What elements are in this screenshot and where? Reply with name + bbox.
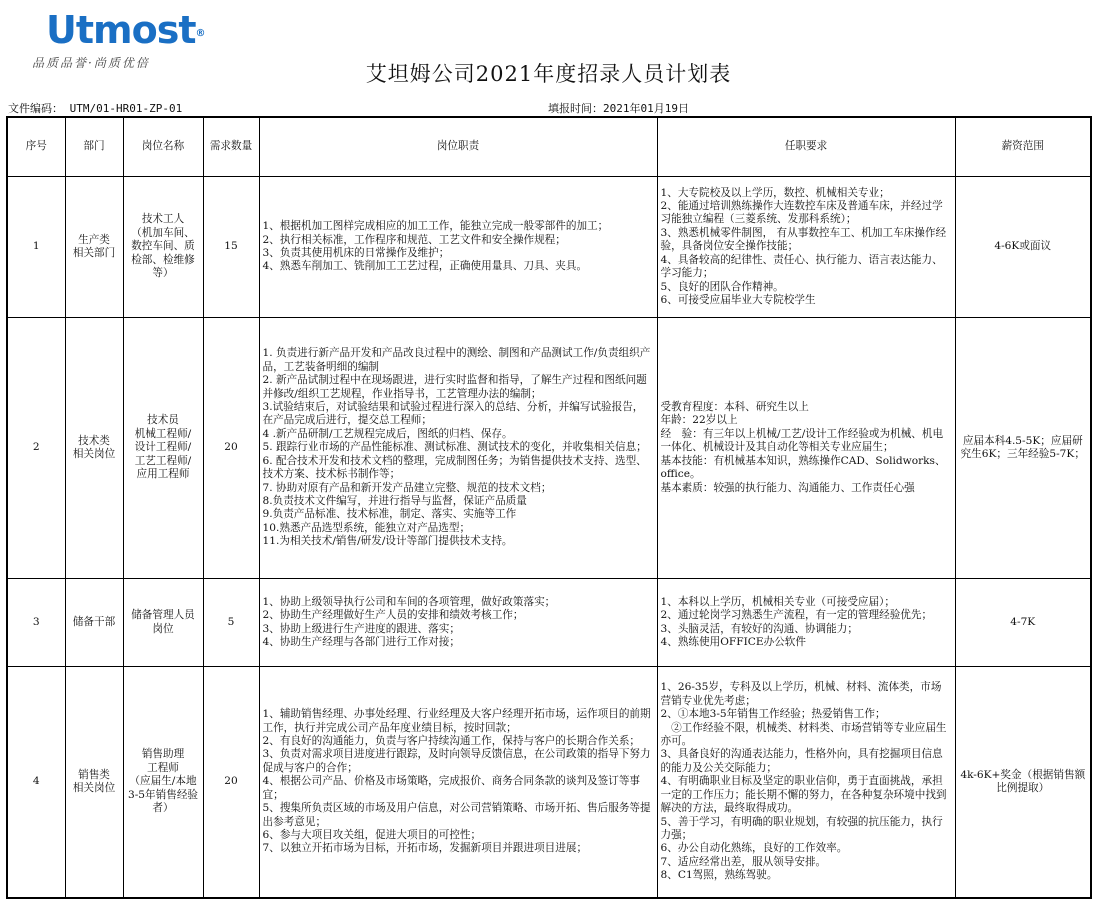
cell-position: 销售助理 工程师 （应届生/本地3-5年销售经验者）: [123, 667, 203, 899]
recruitment-plan-table: [6, 116, 1092, 899]
file-code: 文件编码： UTM/01-HR01-ZP-01: [8, 102, 183, 115]
cell-no: 2: [7, 318, 65, 579]
cell-department: 生产类 相关部门: [65, 177, 123, 318]
table-row: [7, 318, 1091, 579]
registered-mark: ®: [195, 28, 205, 39]
cell-no: 3: [7, 579, 65, 667]
cell-requirements: 1、26-35岁，专科及以上学历，机械、材料、流体类，市场营销专业优先考虑； 2、①本地3-5年销售工作经验；热爱销售工作； ②工作经验不限，机械类、材料类、市场营销等专业应届生亦可。 3、具备良好的沟通表达能力，性格外向，具有挖掘项目信息的能力及公关交际能力； 4、有明确职业目标及坚定的职业信仰，勇于直面挑战，承担一定的工作压力；能长期不懈的努力，在各种复杂环境中找到解决的方法，最终取得成功。 5、善于学习，有明确的职业规划，有较强的抗压能力，执行力强； 6、办公自动化熟练，良好的工作效率。 7、适应经常出差，服从领导安排。 8、C1驾照，熟练驾驶。: [657, 667, 955, 899]
cell-requirements: 1、本科以上学历，机械相关专业（可接受应届）； 2、通过轮岗学习熟悉生产流程，有一定的管理经验优先； 3、头脑灵活，有较好的沟通、协调能力； 4、熟练使用OFFICE办公软件: [657, 579, 955, 667]
document-meta: [6, 98, 1090, 116]
table-row: [7, 667, 1091, 899]
cell-department: 储备干部: [65, 579, 123, 667]
header-count: 需求数量: [203, 117, 259, 177]
header-requirements: 任职要求: [657, 117, 955, 177]
header-position: 岗位名称: [123, 117, 203, 177]
cell-count: 20: [203, 667, 259, 899]
header-salary: 薪资范围: [955, 117, 1091, 177]
logo-slogan: 品质品誉·尚质优倍: [32, 56, 150, 70]
cell-duties: 1、协助上级领导执行公司和车间的各项管理，做好政策落实； 2、协助生产经理做好生产人员的安排和绩效考核工作； 3、协助上级进行生产进度的跟进、落实； 4、协助生产经理与各部门进行工作对接；: [259, 579, 657, 667]
cell-count: 5: [203, 579, 259, 667]
cell-salary: 4k-6K+奖金（根据销售额比例提取）: [955, 667, 1091, 899]
cell-no: 4: [7, 667, 65, 899]
cell-position: 技术员 机械工程师/ 设计工程师/ 工艺工程师/ 应用工程师: [123, 318, 203, 579]
page-title: 艾坦姆公司2021年度招录人员计划表: [365, 62, 732, 86]
cell-salary: 4-7K: [955, 579, 1091, 667]
cell-salary: 应届本科4.5-5K；应届研究生6K；三年经验5-7K；: [955, 318, 1091, 579]
cell-duties: 1、根据机加工图样完成相应的加工工作，能独立完成一般零部件的加工； 2、执行相关标准，工作程序和规范、工艺文件和安全操作规程； 3、负责其使用机床的日常操作及维护； 4、熟悉车削加工、铣削加工工艺过程，正确使用量具、刀具、夹具。: [259, 177, 657, 318]
cell-requirements: 受教育程度：本科、研究生以上 年龄：22岁以上 经 验：有三年以上机械/工艺/设计工作经验或为机械、机电一体化、机械设计及其自动化等相关专业应届生； 基本技能：有机械基本知识，熟练操作CAD、Solidworks、office。 基本素质：较强的执行能力、沟通能力、工作责任心强: [657, 318, 955, 579]
cell-duties: 1、辅助销售经理、办事处经理、行业经理及大客户经理开拓市场，运作项目的前期工作，执行并完成公司产品年度业绩目标，按时回款； 2、有良好的沟通能力，负责与客户持续沟通工作，保持与客户的长期合作关系； 3、负责对需求项目进度进行跟踪，及时向领导反馈信息，在公司政策的指导下努力促成与客户的合作； 4、根据公司产品、价格及市场策略，完成报价、商务合同条款的谈判及签订等事宜； 5、搜集所负责区域的市场及用户信息，对公司营销策略、市场开拓、售后服务等提出参考意见； 6、参与大项目攻关组，促进大项目的可控性； 7、以独立开拓市场为目标，开拓市场，发掘新项目并跟进项目进展；: [259, 667, 657, 899]
logo-wordmark: Utmost®: [46, 8, 205, 52]
table-row: [7, 177, 1091, 318]
cell-position: 储备管理人员岗位: [123, 579, 203, 667]
fill-date: 填报时间：2021年01月19日: [548, 102, 689, 115]
cell-department: 技术类 相关岗位: [65, 318, 123, 579]
table-header-row: [7, 117, 1091, 177]
cell-department: 销售类 相关岗位: [65, 667, 123, 899]
cell-requirements: 1、大专院校及以上学历，数控、机械相关专业； 2、能通过培训熟练操作大连数控车床及普通车床，并经过学习能独立编程（三菱系统、发那科系统）； 3、熟悉机械零件制图， 有从事数控车工、机加工车床操作经验，具备岗位安全操作技能； 4、具备较高的纪律性、责任心、执行能力、语言表达能力、学习能力； 5、良好的团队合作精神。 6、可接受应届毕业大专院校学生: [657, 177, 955, 318]
header-no: 序号: [7, 117, 65, 177]
table-row: [7, 579, 1091, 667]
cell-salary: 4-6K或面议: [955, 177, 1091, 318]
cell-position: 技术工人 （机加车间、数控车间、质检部、检维修等）: [123, 177, 203, 318]
header-duties: 岗位职责: [259, 117, 657, 177]
cell-count: 15: [203, 177, 259, 318]
cell-duties: 1. 负责进行新产品开发和产品改良过程中的测绘、制图和产品测试工作/负责组织产品，工艺装备明细的编制 2. 新产品试制过程中在现场跟进，进行实时监督和指导，了解生产过程和图纸问题并修改/组织工艺规程，作业指导书，工艺管理办法的编制； 3.试验结束后，对试验结果和试验过程进行深入的总结、分析，并编写试验报告，在产品完成后进行，提交总工程师； 4 .新产品研制/工艺规程完成后，图纸的归档、保存。 5. 跟踪行业市场的产品性能标准、测试标准、测试技术的变化，并收集相关信息； 6. 配合技术开发和技术文档的整理，完成制图任务；为销售提供技术支持、选型、技术方案、技术标书制作等； 7. 协助对原有产品和新开发产品建立完整、规范的技术文档； 8.负责技术文件编写，并进行指导与监督，保证产品质量 9.负责产品标准、技术标准，制定、落实、实施等工作 10.熟悉产品选型系统，能独立对产品选型； 11.为相关技术/销售/研发/设计等部门提供技术支持。: [259, 318, 657, 579]
cell-no: 1: [7, 177, 65, 318]
header-department: 部门: [65, 117, 123, 177]
cell-count: 20: [203, 318, 259, 579]
